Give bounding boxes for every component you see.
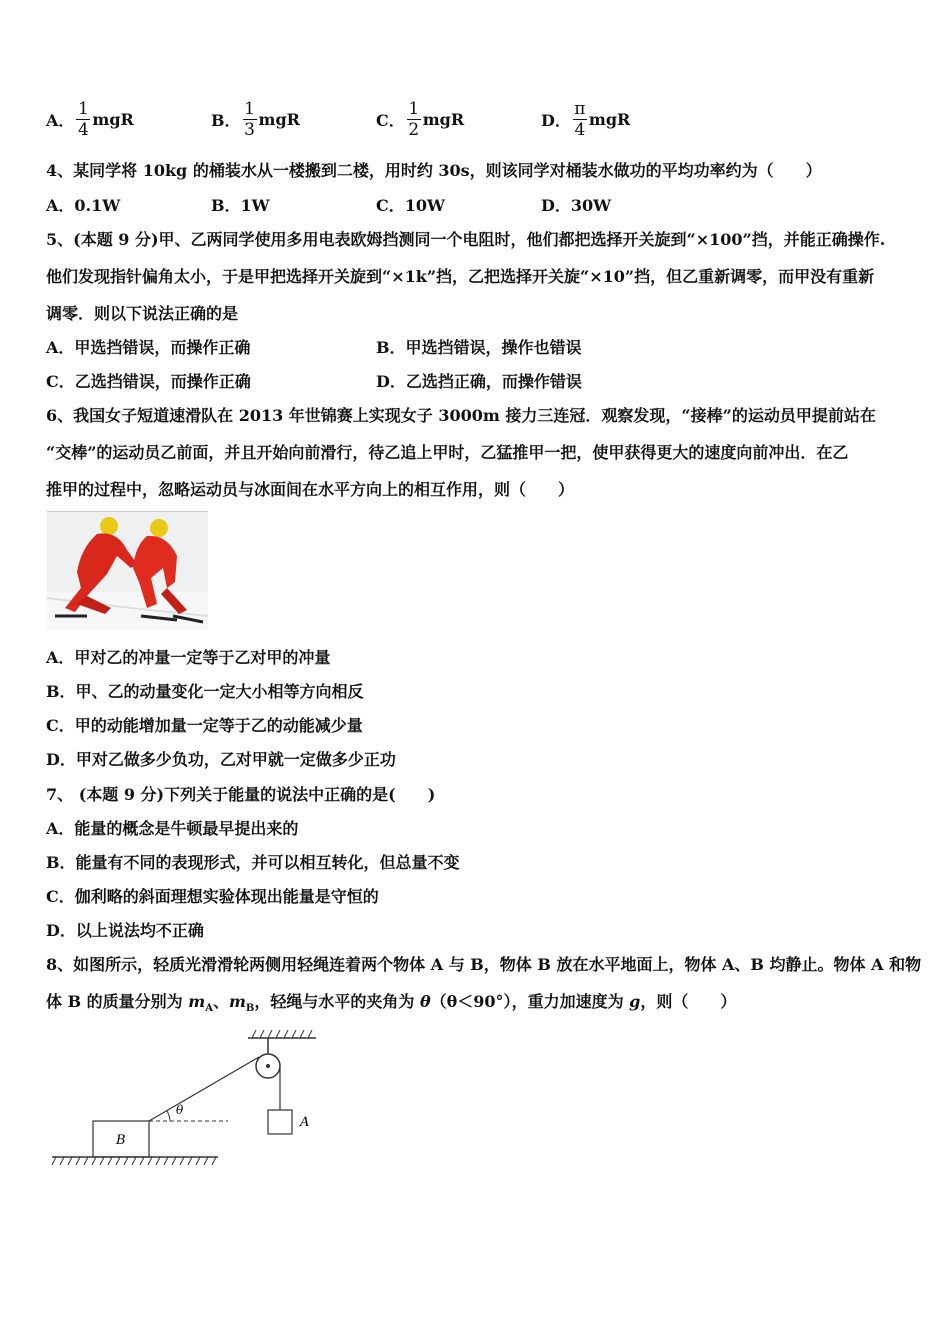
q6-stem-line-3: 推甲的过程中，忽略运动员与冰面间在水平方向上的相互作用，则（ ） — [46, 480, 575, 499]
option-tail: mgR — [588, 110, 631, 129]
text: ，重力加速度为 — [511, 992, 630, 1011]
q5-option-a: A．甲选挡错误，而操作正确 — [46, 338, 251, 357]
q4-option-a: A．0.1W — [46, 196, 121, 215]
mass-symbol: m — [228, 992, 246, 1011]
fraction — [76, 100, 90, 139]
fraction-denominator: 3 — [244, 120, 255, 140]
q7-option-a: A．能量的概念是牛顿最早提出来的 — [46, 819, 299, 838]
angle-condition: （θ＜90°） — [430, 992, 512, 1011]
q5-option-d: D．乙选挡正确，而操作错误 — [376, 372, 582, 391]
gravity-symbol: g — [629, 992, 641, 1011]
fraction-numerator: 1 — [78, 99, 89, 119]
q4-stem: 4、某同学将 10kg 的桶装水从一楼搬到二楼，用时约 30s，则该同学对桶装水做功的平均功率约为（ ） — [46, 161, 822, 180]
q6-option-c: C．甲的动能增加量一定等于乙的动能减少量 — [46, 716, 363, 735]
q4-option-c: C．10W — [376, 196, 445, 215]
block-a — [268, 1110, 292, 1134]
fraction — [243, 100, 257, 139]
q8-stem-line-2 — [46, 992, 736, 1019]
q7-stem: 7、 (本题 9 分)下列关于能量的说法中正确的是( ) — [46, 785, 436, 804]
fraction-denominator: 4 — [78, 120, 89, 140]
text: ，轻绳与水平的夹角为 — [254, 992, 420, 1011]
text: ，则（ ） — [640, 992, 737, 1011]
q4-option-d: D．30W — [541, 196, 612, 215]
q6-option-d: D．甲对乙做多少负功，乙对甲就一定做多少正功 — [46, 750, 396, 769]
speed-skaters-photo — [47, 511, 208, 630]
q6-stem-line-1: 6、我国女子短道速滑队在 2013 年世锦赛上实现女子 3000m 接力三连冠．观察发现，“接棒”的运动员甲提前站在 — [46, 406, 876, 425]
q5-option-c: C．乙选挡错误，而操作正确 — [46, 372, 251, 391]
mass-symbol: m — [188, 992, 206, 1011]
option-letter: C． — [376, 111, 405, 130]
fraction-numerator: π — [574, 99, 586, 119]
q7-option-b: B．能量有不同的表现形式，并可以相互转化，但总量不变 — [46, 853, 460, 872]
q8-stem-line-1: 8、如图所示，轻质光滑滑轮两侧用轻绳连着两个物体 A 与 B，物体 B 放在水平地面上，物体 A、B 均静止。物体 A 和物 — [46, 955, 922, 974]
q3-option-b — [211, 100, 300, 139]
label-b: B — [116, 1133, 126, 1148]
option-tail: mgR — [258, 110, 300, 129]
label-theta: θ — [176, 1103, 184, 1117]
q3-option-d — [541, 100, 630, 139]
fraction — [407, 100, 421, 139]
q5-option-b: B．甲选挡错误，操作也错误 — [376, 338, 582, 357]
pulley-diagram — [48, 1026, 328, 1176]
fraction-denominator: 4 — [574, 120, 586, 140]
option-letter: A． — [46, 111, 75, 130]
q3-option-a — [46, 100, 134, 139]
subscript-b: B — [245, 1003, 255, 1015]
theta-symbol: θ — [419, 992, 431, 1011]
q3-option-c — [376, 100, 464, 139]
option-letter: D． — [541, 111, 571, 130]
fraction-numerator: 1 — [244, 99, 255, 119]
label-a: A — [300, 1115, 310, 1130]
q6-option-a: A．甲对乙的冲量一定等于乙对甲的冲量 — [46, 648, 331, 667]
fraction-numerator: 1 — [408, 99, 420, 119]
separator: 、 — [212, 992, 229, 1011]
fraction-denominator: 2 — [408, 120, 420, 140]
option-tail: mgR — [422, 110, 465, 129]
q7-option-d: D．以上说法均不正确 — [46, 921, 204, 940]
text: 体 B 的质量分别为 — [46, 992, 189, 1011]
q5-stem-line-1: 5、(本题 9 分)甲、乙两同学使用多用电表欧姆挡测同一个电阻时，他们都把选择开关旋到“×100”挡，并能正确操作. — [46, 230, 886, 249]
q7-option-c: C．伽利略的斜面理想实验体现出能量是守恒的 — [46, 887, 379, 906]
option-tail: mgR — [92, 110, 134, 129]
q6-stem-line-2: “交棒”的运动员乙前面，并且开始向前滑行，待乙追上甲时，乙猛推甲一把，使甲获得更大的速度向前冲出．在乙 — [46, 443, 849, 462]
fraction — [573, 100, 587, 139]
q6-option-b: B．甲、乙的动量变化一定大小相等方向相反 — [46, 682, 364, 701]
option-letter: B． — [211, 111, 241, 130]
q5-stem-line-2: 他们发现指针偏角太小，于是甲把选择开关旋到“×1k”挡，乙把选择开关旋“×10”挡，但乙重新调零，而甲没有重新 — [46, 267, 875, 286]
q5-stem-line-3: 调零．则以下说法正确的是 — [46, 304, 239, 323]
q4-option-b: B．1W — [211, 196, 270, 215]
subscript-a: A — [205, 1003, 213, 1015]
